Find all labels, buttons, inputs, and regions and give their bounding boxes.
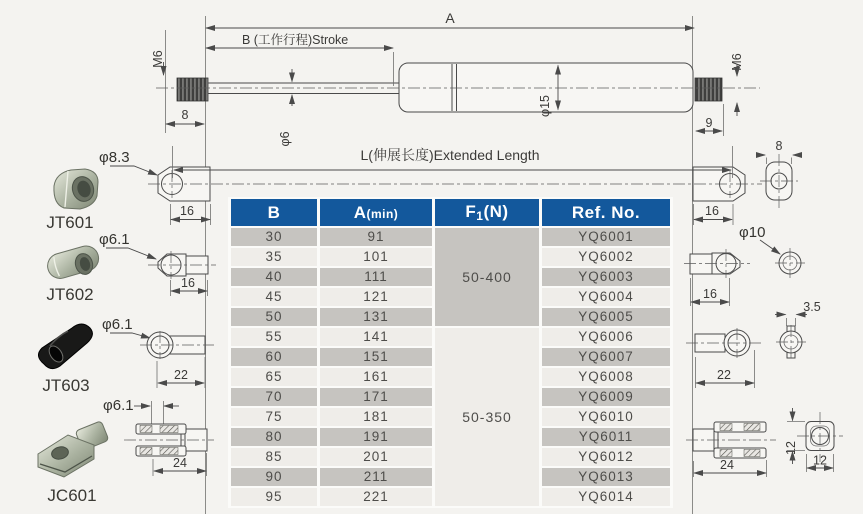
cell-ref: YQ6014 — [542, 488, 670, 506]
dim-label-a: A — [445, 10, 455, 26]
cell-b: 30 — [231, 228, 317, 246]
cell-ref: YQ6006 — [542, 328, 670, 346]
jc601-dia-label: φ6.1 — [103, 397, 134, 414]
jc601-render — [38, 421, 109, 477]
cell-b: 75 — [231, 408, 317, 426]
dim-label-extended-length: L(伸展长度)Extended Length — [360, 147, 540, 163]
dim-label-m6-right: M6 — [730, 53, 744, 71]
cell-a-min: 91 — [320, 228, 432, 246]
jt601-render — [54, 169, 98, 209]
cell-a-min: 181 — [320, 408, 432, 426]
cell-ref: YQ6004 — [542, 288, 670, 306]
cell-b: 40 — [231, 268, 317, 286]
cell-b: 90 — [231, 468, 317, 486]
left-fittings — [38, 149, 208, 505]
spec-table — [228, 197, 673, 508]
jc601-len-label: 24 — [173, 456, 187, 470]
dim-label-rod-dia: φ6 — [278, 131, 292, 147]
cell-b: 95 — [231, 488, 317, 506]
cell-a-min: 191 — [320, 428, 432, 446]
jt603-render — [38, 324, 92, 369]
jt601-dia-label: φ8.3 — [99, 149, 130, 166]
cell-force-group-2: 50-350 — [435, 328, 539, 506]
col-header-f1n: F1(N) — [435, 199, 539, 226]
dim-label-socket-22: 22 — [717, 368, 731, 382]
cell-a-min: 221 — [320, 488, 432, 506]
dim-label-b-stroke: B (工作行程)Stroke — [242, 33, 349, 47]
col-header-ref-no: Ref. No. — [542, 199, 670, 226]
dim-label-eyelet-left-16: 16 — [180, 204, 194, 218]
dim-label-tube-dia: φ15 — [538, 94, 552, 118]
cell-ref: YQ6009 — [542, 388, 670, 406]
col-header-a-min: A(min) — [320, 199, 432, 226]
table-row — [231, 228, 670, 246]
jt603-dia-label: φ6.1 — [102, 316, 133, 333]
right-thread — [695, 78, 722, 101]
cell-b: 50 — [231, 308, 317, 326]
cell-b: 80 — [231, 428, 317, 446]
jt602-name-label: JT602 — [46, 285, 94, 304]
jt603-name-label: JT603 — [42, 376, 90, 395]
cell-ref: YQ6002 — [542, 248, 670, 266]
cell-b: 60 — [231, 348, 317, 366]
cell-a-min: 161 — [320, 368, 432, 386]
dim-label-clevis-24: 24 — [720, 458, 734, 472]
cell-force-group-1: 50-400 — [435, 228, 539, 326]
cell-a-min: 101 — [320, 248, 432, 266]
cell-ref: YQ6003 — [542, 268, 670, 286]
cell-b: 85 — [231, 448, 317, 466]
dim-label-eyelet2-16: 16 — [703, 287, 717, 301]
dim-label-8: 8 — [181, 108, 189, 122]
cell-ref: YQ6012 — [542, 448, 670, 466]
header-row — [231, 199, 670, 226]
cell-b: 45 — [231, 288, 317, 306]
left-thread — [177, 78, 208, 101]
dim-label-9: 9 — [705, 116, 713, 130]
cell-ref: YQ6010 — [542, 408, 670, 426]
col-header-b: B — [231, 199, 317, 226]
cell-ref: YQ6007 — [542, 348, 670, 366]
cell-a-min: 151 — [320, 348, 432, 366]
cell-a-min: 111 — [320, 268, 432, 286]
cell-ref: YQ6001 — [542, 228, 670, 246]
cell-b: 35 — [231, 248, 317, 266]
gas-spring-view — [177, 63, 722, 112]
jt602-len-label: 16 — [181, 276, 195, 290]
table-row — [231, 328, 670, 346]
dim-label-m6-left: M6 — [151, 50, 165, 68]
cell-a-min: 171 — [320, 388, 432, 406]
dim-label-square-height: 12 — [784, 441, 798, 455]
cell-b: 70 — [231, 388, 317, 406]
cell-ref: YQ6008 — [542, 368, 670, 386]
jc601-name-label: JC601 — [47, 486, 97, 505]
dim-label-eyelet-right-16: 16 — [705, 204, 719, 218]
cell-ref: YQ6005 — [542, 308, 670, 326]
cell-a-min: 131 — [320, 308, 432, 326]
jt602-dia-label: φ6.1 — [99, 231, 130, 248]
cell-a-min: 211 — [320, 468, 432, 486]
cell-ref: YQ6011 — [542, 428, 670, 446]
cell-b: 55 — [231, 328, 317, 346]
dim-label-eyelet-width: 8 — [775, 139, 783, 153]
jt602-render — [45, 243, 102, 281]
jt603-len-label: 22 — [174, 368, 188, 382]
cell-b: 65 — [231, 368, 317, 386]
dim-label-disc-dia: φ10 — [739, 224, 766, 241]
cell-ref: YQ6013 — [542, 468, 670, 486]
cell-a-min: 201 — [320, 448, 432, 466]
jt601-name-label: JT601 — [46, 213, 94, 232]
cell-a-min: 141 — [320, 328, 432, 346]
dim-label-square-width: 12 — [813, 453, 827, 468]
cell-a-min: 121 — [320, 288, 432, 306]
dim-label-disc-thickness: 3.5 — [803, 300, 821, 314]
